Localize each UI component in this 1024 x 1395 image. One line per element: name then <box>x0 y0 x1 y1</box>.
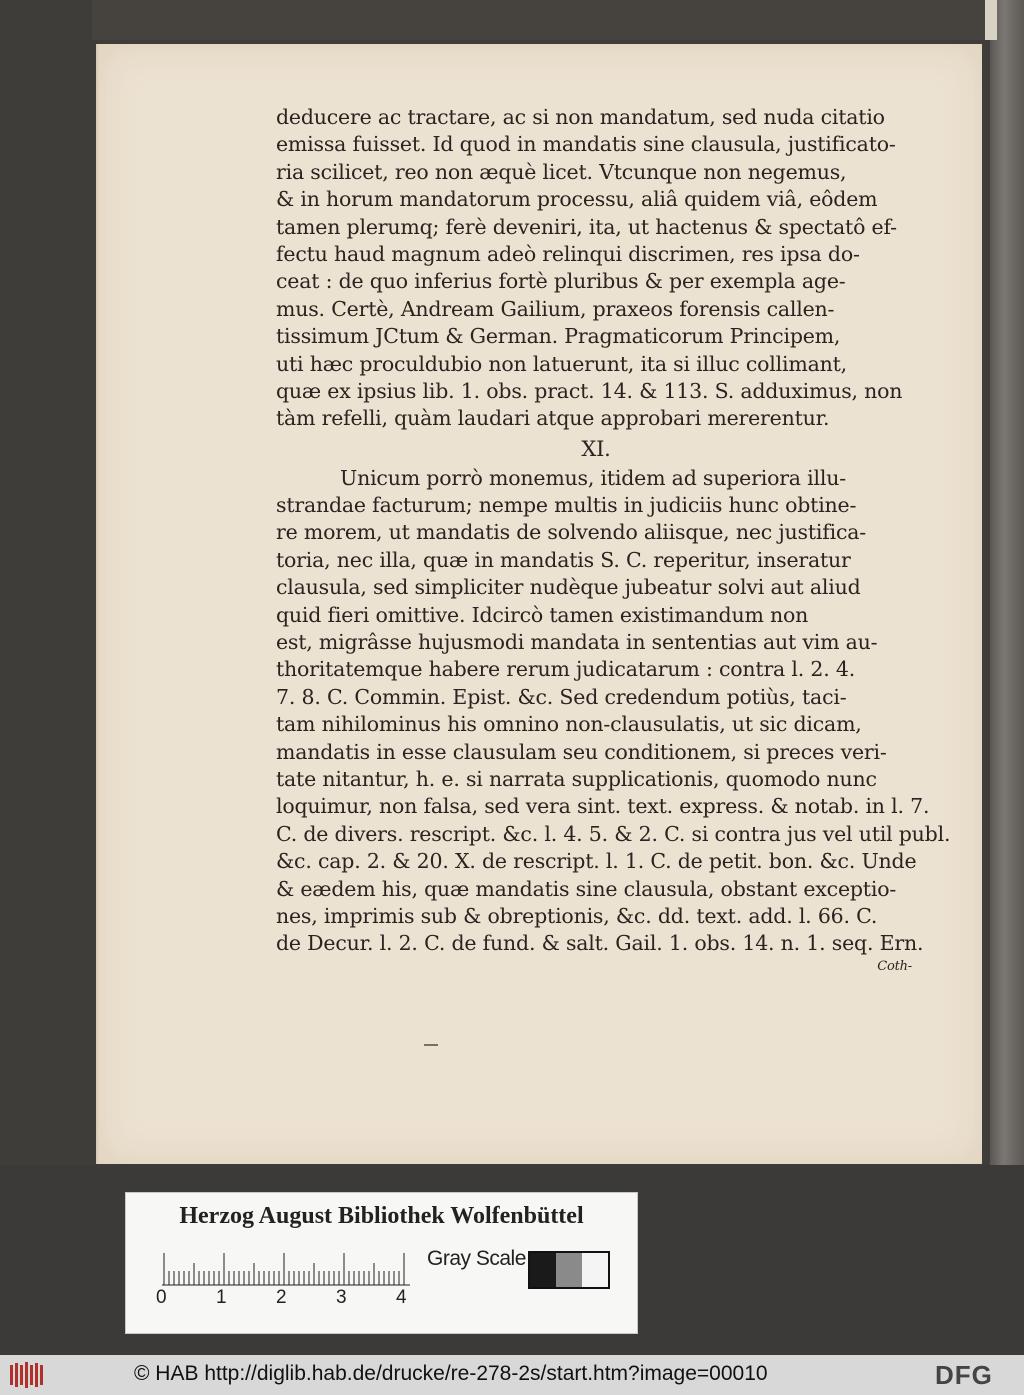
text-line: nes, imprimis sub & obreptionis, &c. dd. text. add. l. 66. C. <box>276 903 878 928</box>
text-line: 7. 8. C. Commin. Epist. &c. Sed credendum potiùs, taci- <box>276 684 847 709</box>
text-line: est, migrâsse hujusmodi mandata in sententias aut vim au- <box>276 630 878 655</box>
text-line: deducere ac tractare, ac si non mandatum, sed nuda citatio <box>276 105 885 129</box>
text-line: ria scilicet, reo non æquè licet. Vtcunque non negemus, <box>276 159 847 184</box>
scan-paper-corner <box>985 0 997 40</box>
text-line: quid fieri omittive. Idcircò tamen existimandum non <box>276 602 809 627</box>
swatch-mid <box>556 1253 582 1287</box>
gray-scale-swatches <box>528 1251 610 1289</box>
text-line: uti hæc proculdubio non latuerunt, ita si illuc collimant, <box>276 351 847 376</box>
text-line: de Decur. l. 2. C. de fund. & salt. Gail. 1. obs. 14. n. 1. seq. Ern. <box>276 931 924 956</box>
text-line: C. de divers. rescript. &c. l. 4. 5. & 2. C. si contra jus vel util publ. <box>276 821 951 846</box>
text-line: emissa fuisset. Id quod in mandatis sine clausula, justificato- <box>276 132 896 157</box>
text-line: toria, nec illa, quæ in mandatis S. C. reperitur, inseratur <box>276 547 851 572</box>
source-url-link[interactable]: © HAB http://diglib.hab.de/drucke/re-278-2s/start.htm?image=00010 <box>134 1362 768 1385</box>
book-page <box>96 44 982 1164</box>
text-line: mus. Certè, Andream Gailium, praxeos forensis callen- <box>276 296 835 321</box>
text-line: tate nitantur, h. e. si narrata supplicationis, quomodo nunc <box>276 766 877 791</box>
swatch-dark <box>530 1253 556 1287</box>
gray-scale-label: Gray Scale <box>427 1247 526 1270</box>
text-line: thoritatemque habere rerum judicatarum : contra l. 2. 4. <box>276 657 856 682</box>
text-line: & in horum mandatorum processu, aliâ quidem viâ, eôdem <box>276 187 878 212</box>
text-line: Unicum porrò monemus, itidem ad superiora illu- <box>340 465 846 490</box>
text-line: &c. cap. 2. & 20. X. de rescript. l. 1. C. de petit. bon. &c. Unde <box>276 849 917 874</box>
ruler-number: 4 <box>396 1287 407 1308</box>
ruler-number: 0 <box>156 1287 167 1308</box>
text-line: tamen plerumq; ferè deveniri, ita, ut hactenus & spectatô ef- <box>276 214 897 239</box>
library-label <box>125 1192 638 1334</box>
scan-right-edge <box>990 0 1024 1355</box>
text-line: loquimur, non falsa, sed vera sint. text. express. & notab. in l. 7. <box>276 794 930 819</box>
text-line: strandae facturum; nempe multis in judiciis hunc obtine- <box>276 493 857 518</box>
text-line: tam nihilominus his omnino non-clausulatis, ut sic dicam, <box>276 712 862 737</box>
dfg-logo: DFG <box>935 1360 993 1390</box>
section-heading: XI. <box>581 436 611 461</box>
footer-bar <box>0 1355 1024 1395</box>
ruler-number: 1 <box>216 1287 227 1308</box>
text-line: ceat : de quo inferius fortè pluribus & per exempla age- <box>276 269 846 294</box>
text-line: clausula, sed simpliciter nudèque jubeatur solvi aut aliud <box>276 575 861 600</box>
text-line: & eædem his, quæ mandatis sine clausula, obstant exceptio- <box>276 876 897 901</box>
ruler-numbers <box>152 1287 442 1311</box>
text-line: tàm refelli, quàm laudari atque approbari mererentur. <box>276 406 830 431</box>
library-name: Herzog August Bibliothek Wolfenbüttel <box>179 1203 584 1229</box>
ink-smudge <box>424 1044 438 1046</box>
text-line: re morem, ut mandatis de solvendo aliisque, nec justifica- <box>276 520 866 545</box>
page-body <box>276 104 951 976</box>
ruler-scale <box>162 1251 412 1287</box>
scan-top-strip <box>92 0 985 40</box>
swatch-light <box>582 1253 608 1287</box>
text-line: mandatis in esse clausulam seu conditionem, si preces veri- <box>276 739 887 764</box>
ruler-number: 3 <box>336 1287 347 1308</box>
text-line: tissimum JCtum & German. Pragmaticorum Principem, <box>276 324 841 349</box>
hab-logo-icon <box>8 1361 48 1389</box>
catchword: Coth- <box>877 958 912 974</box>
text-line: quæ ex ipsius lib. 1. obs. pract. 14. & 113. S. adduximus, non <box>276 378 903 403</box>
text-line: fectu haud magnum adeò relinqui discrimen, res ipsa do- <box>276 241 860 266</box>
ruler-number: 2 <box>276 1287 287 1308</box>
